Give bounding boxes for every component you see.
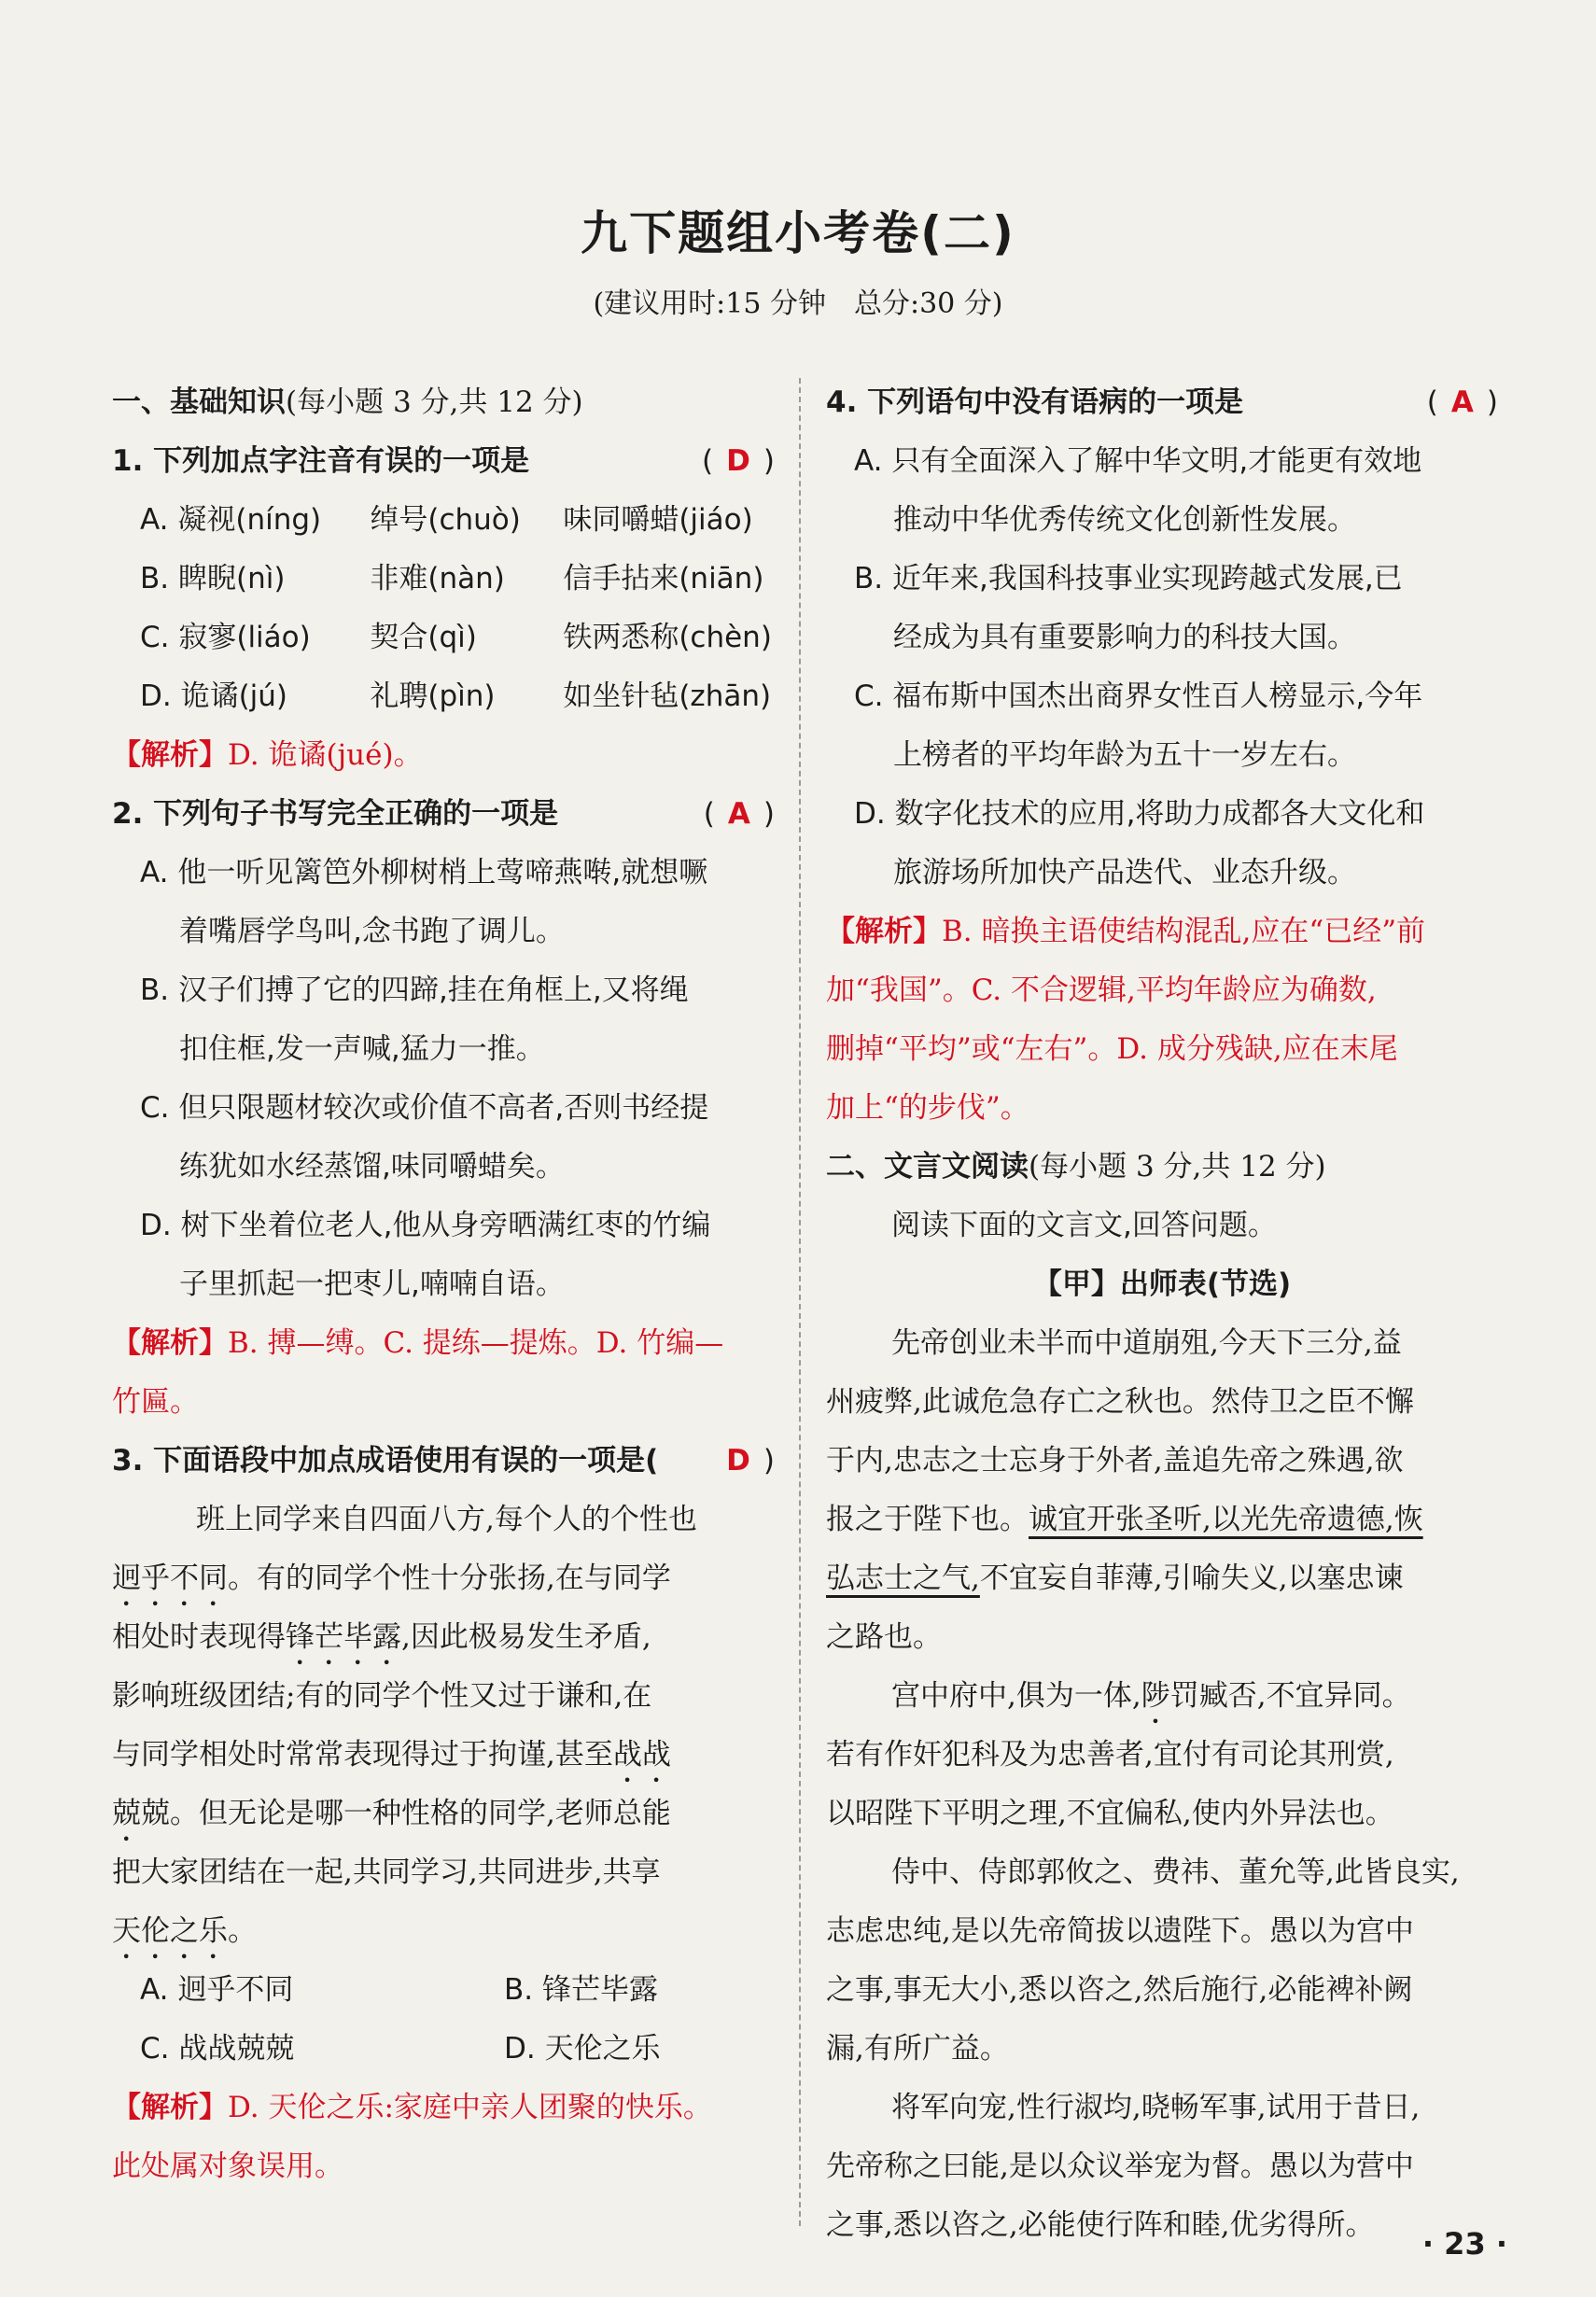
- analysis: [826, 903, 1498, 961]
- option-cell: 契合(qì): [370, 621, 477, 654]
- option-row: [112, 2020, 775, 2079]
- option-line: 经成为具有重要影响力的科技大国。: [893, 621, 1356, 654]
- option-line: C. 但只限题材较次或价值不高者,否则书经提: [140, 1091, 709, 1125]
- analysis-text: 加上“的步伐”。: [826, 1091, 1029, 1125]
- section-heading: [112, 373, 775, 432]
- question-text: 4. 下列语句中没有语病的一项是: [826, 385, 1244, 419]
- underlined-sentence: 诚宜开张圣听,以光先帝遗德,恢: [1029, 1503, 1423, 1536]
- analysis-text: B. 搏—缚。C. 提练—提炼。D. 竹编—: [228, 1326, 724, 1360]
- option-cell: C. 寂寥(liáo): [140, 621, 311, 654]
- option-cell: 铁两悉称(chèn): [563, 621, 772, 654]
- analysis-text: B. 暗换主语使结构混乱,应在“已经”前: [942, 915, 1426, 948]
- analysis-text: D. 诡谲(jué)。: [228, 738, 423, 772]
- passage-line: 之事,事无大小,悉以咨之,然后施行,必能裨补阙: [826, 1973, 1413, 2007]
- analysis-tag: 【解析】: [826, 915, 942, 948]
- passage-line: 之事,悉以咨之,必能使行阵和睦,优劣得所。: [826, 2208, 1375, 2242]
- section-heading: [826, 1138, 1498, 1197]
- option-line: D. 数字化技术的应用,将助力成都各大文化和: [854, 797, 1425, 831]
- passage-line: 将军向宠,性行淑均,晓畅军事,试用于昔日,: [891, 2091, 1421, 2124]
- right-column: [826, 373, 1498, 2255]
- option-line: 练犹如水经蒸馏,味同嚼蜡矣。: [179, 1150, 565, 1184]
- option-cell: C. 战战兢兢: [140, 2032, 295, 2066]
- passage-line: 迥乎不同。有的同学个性十分张扬,在与同学: [112, 1562, 671, 1595]
- question-text: 3. 下面语段中加点成语使用有误的一项是(: [112, 1444, 659, 1478]
- passage-line: 于内,忠志之士忘身于外者,盖追先帝之殊遇,欲: [826, 1444, 1404, 1478]
- passage-line: 相处时表现得锋芒毕露,因此极易发生矛盾,: [112, 1620, 651, 1654]
- passage-line: [826, 1549, 1498, 1608]
- option-cell: A. 凝视(níng): [140, 503, 322, 537]
- option-line: D. 树下坐着位老人,他从身旁晒满红枣的竹编: [140, 1209, 711, 1242]
- passage-line: 漏,有所广益。: [826, 2032, 1009, 2066]
- passage-text: 宫中府中,俱为一体,: [891, 1679, 1141, 1713]
- option-line: 上榜者的平均年龄为五十一岁左右。: [893, 738, 1356, 772]
- option-line: C. 福布斯中国杰出商界女性百人榜显示,今年: [854, 679, 1423, 713]
- left-column: [112, 373, 775, 2196]
- option-row: [112, 609, 775, 667]
- question-stem: [826, 373, 1498, 432]
- section-score: (每小题 3 分,共 12 分): [1029, 1150, 1326, 1184]
- option-row: [112, 667, 775, 726]
- option-line: 子里抓起一把枣儿,喃喃自语。: [179, 1268, 565, 1301]
- dotted-char: 陟: [1141, 1679, 1170, 1713]
- analysis-text: 加“我国”。C. 不合逻辑,平均年龄应为确数,: [826, 973, 1377, 1007]
- question-stem: [112, 432, 775, 491]
- option-row: [112, 550, 775, 609]
- option-line: A. 只有全面深入了解中华文明,才能更有效地: [854, 444, 1422, 478]
- passage-line: 把大家团结在一起,共同学习,共同进步,共享: [112, 1856, 661, 1889]
- page-title: 九下题组小考卷(二): [581, 206, 1015, 260]
- answer-letter: A: [727, 797, 750, 831]
- analysis-text: 此处属对象误用。: [112, 2150, 343, 2183]
- answer-box: ( D ): [702, 444, 775, 478]
- dotted-idiom: 迥乎不同: [112, 1562, 228, 1595]
- passage-text: 报之于陛下也。: [826, 1503, 1029, 1536]
- analysis-tag: 【解析】: [112, 738, 228, 772]
- dotted-idiom: 战战: [612, 1738, 671, 1772]
- option-line: 推动中华优秀传统文化创新性发展。: [893, 503, 1356, 537]
- analysis-tag: 【解析】: [112, 1326, 228, 1360]
- analysis-tag: 【解析】: [112, 2091, 228, 2124]
- passage-line: 兢兢。但无论是哪一种性格的同学,老师总能: [112, 1797, 671, 1830]
- answer-letter: A: [1450, 385, 1474, 419]
- passage-line: [826, 1491, 1498, 1549]
- page-subtitle: (建议用时:15 分钟 总分:30 分): [593, 287, 1003, 320]
- option-cell: 绰号(chuò): [370, 503, 521, 537]
- option-line: 旅游场所加快产品迭代、业态升级。: [893, 856, 1356, 889]
- analysis: [112, 726, 775, 785]
- underlined-sentence: 弘志士之气,: [826, 1562, 980, 1595]
- passage-line: 先帝创业未半而中道崩殂,今天下三分,益: [891, 1326, 1402, 1360]
- option-row: [112, 1961, 775, 2020]
- analysis: [112, 1314, 775, 1373]
- option-cell: B. 睥睨(nì): [140, 562, 286, 595]
- question-text: 2. 下列句子书写完全正确的一项是: [112, 797, 559, 831]
- dotted-idiom: 锋芒毕露: [286, 1620, 401, 1654]
- option-cell: A. 迥乎不同: [140, 1973, 294, 2007]
- passage-line: 若有作奸犯科及为忠善者,宜付有司论其刑赏,: [826, 1738, 1394, 1772]
- analysis: [112, 2079, 775, 2137]
- passage-title: 【甲】出师表(节选): [1032, 1268, 1292, 1301]
- option-cell: 如坐针毡(zhān): [563, 679, 772, 713]
- section-title: 二、文言文阅读: [826, 1150, 1029, 1184]
- analysis-text: 竹匾。: [112, 1385, 199, 1419]
- question-stem: [112, 785, 775, 844]
- passage-line: 以昭陛下平明之理,不宜偏私,使内外异法也。: [826, 1797, 1394, 1830]
- column-divider: [799, 378, 801, 2226]
- option-line: 扣住框,发一声喊,猛力一推。: [179, 1032, 545, 1066]
- answer-letter: D: [726, 1444, 750, 1478]
- answer-box: ( A ): [703, 797, 775, 831]
- passage-line: 天伦之乐。: [112, 1914, 257, 1948]
- passage-line: 影响班级团结;有的同学个性又过于谦和,在: [112, 1679, 652, 1713]
- reading-instruction: 阅读下面的文言文,回答问题。: [891, 1209, 1277, 1242]
- dotted-idiom: 兢: [112, 1797, 141, 1830]
- passage-line: [826, 1667, 1498, 1726]
- option-cell: B. 锋芒毕露: [504, 1973, 658, 2007]
- analysis-text: 删掉“平均”或“左右”。D. 成分残缺,应在末尾: [826, 1032, 1398, 1066]
- passage-line: 与同学相处时常常表现得过于拘谨,甚至战战: [112, 1738, 671, 1772]
- option-line: 着嘴唇学鸟叫,念书跑了调儿。: [179, 915, 565, 948]
- option-cell: 信手拈来(niān): [563, 562, 764, 595]
- passage-text: 罚臧否,不宜异同。: [1169, 1679, 1411, 1713]
- passage-line: 先帝称之曰能,是以众议举宠为督。愚以为营中: [826, 2150, 1414, 2183]
- option-cell: D. 天伦之乐: [504, 2032, 661, 2066]
- option-cell: 非难(nàn): [370, 562, 505, 595]
- option-line: B. 近年来,我国科技事业实现跨越式发展,已: [854, 562, 1403, 595]
- section-score: (每小题 3 分,共 12 分): [286, 385, 583, 419]
- dotted-idiom: 天伦之乐: [112, 1914, 228, 1948]
- analysis-text: D. 天伦之乐:家庭中亲人团聚的快乐。: [228, 2091, 712, 2124]
- passage-line: 班上同学来自四面八方,每个人的个性也: [196, 1503, 697, 1536]
- option-cell: 礼聘(pìn): [370, 679, 496, 713]
- option-cell: D. 诡谲(jú): [140, 679, 288, 713]
- option-line: B. 汉子们搏了它的四蹄,挂在角框上,又将绳: [140, 973, 689, 1007]
- section-title: 一、基础知识: [112, 385, 286, 419]
- question-stem: [112, 1432, 775, 1491]
- page-number: · 23 ·: [1421, 2226, 1507, 2262]
- answer-letter: D: [726, 444, 750, 478]
- option-line: A. 他一听见篱笆外柳树梢上莺啼燕啭,就想噘: [140, 856, 708, 889]
- passage-line: 州疲弊,此诚危急存亡之秋也。然侍卫之臣不懈: [826, 1385, 1414, 1419]
- option-row: [112, 491, 775, 550]
- passage-line: 志虑忠纯,是以先帝简拔以遗陛下。愚以为宫中: [826, 1914, 1414, 1948]
- passage-line: 侍中、侍郎郭攸之、费祎、董允等,此皆良实,: [891, 1856, 1460, 1889]
- option-cell: 味同嚼蜡(jiáo): [563, 503, 753, 537]
- passage-line: 之路也。: [826, 1620, 942, 1654]
- answer-box: ( A ): [1426, 385, 1498, 419]
- passage-text: 不宜妄自菲薄,引喻失义,以塞忠谏: [979, 1562, 1404, 1595]
- question-text: 1. 下列加点字注音有误的一项是: [112, 444, 530, 478]
- answer-box: D ): [726, 1444, 775, 1478]
